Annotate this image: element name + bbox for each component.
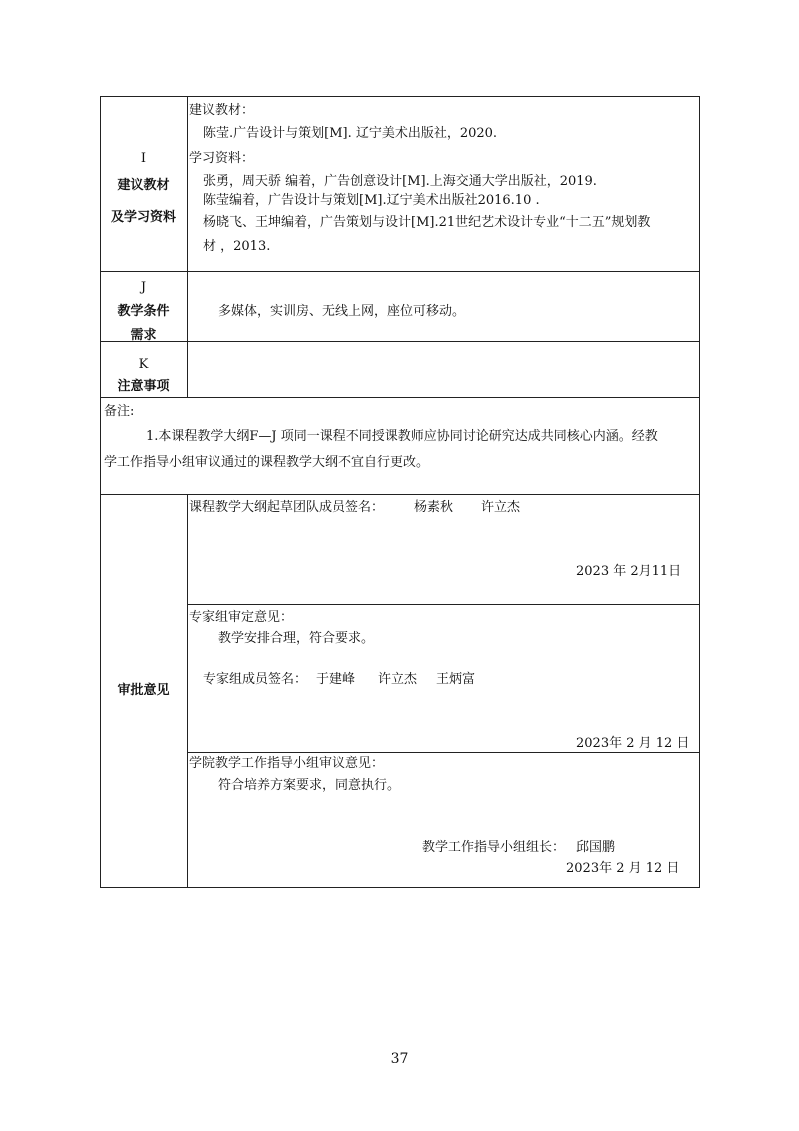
column-divider (187, 96, 188, 397)
drafting-signer: 许立杰 (481, 500, 521, 515)
page-number: 37 (390, 1051, 409, 1067)
expert-heading: 专家组审定意见： (189, 610, 294, 625)
drafting-signer: 杨素秋 (414, 500, 454, 515)
section-i-label-line1: 建议教材 (117, 178, 170, 193)
textbook-item: 陈莹.广告设计与策划[M]. 辽宁美术出版社，2020. (203, 126, 498, 141)
materials-item: 杨晓飞、王坤编着，广告策划与设计[M].21世纪艺术设计专业“十二五”规划教 (203, 215, 651, 230)
approval-divider (187, 604, 700, 605)
section-i-label-line2: 及学习资料 (110, 210, 176, 225)
section-k-letter: K (138, 357, 149, 372)
row-divider (100, 271, 700, 272)
row-divider (100, 341, 700, 342)
expert-signer: 许立杰 (378, 672, 418, 687)
drafting-heading: 课程教学大纲起草团队成员签名： (189, 500, 385, 515)
notes-line: 1.本课程教学大纲F—J 项同一课程不同授课教师应协同讨论研究达成共同核心内涵。经教 (146, 429, 658, 444)
expert-signature-label: 专家组成员签名： (203, 672, 308, 687)
section-j-label-line2: 需求 (130, 328, 157, 343)
row-divider (100, 494, 700, 495)
materials-item: 陈莹编着，广告设计与策划[M].辽宁美术出版社2016.10 . (203, 193, 540, 208)
section-j-letter: J (140, 280, 147, 295)
column-divider (187, 494, 188, 888)
materials-heading: 学习资料： (189, 151, 255, 166)
materials-item: 材 ，2013. (203, 239, 271, 254)
drafting-date: 2023 年 2月11日 (576, 564, 682, 579)
college-heading: 学院教学工作指导小组审议意见： (189, 756, 385, 771)
college-date: 2023年 2 月 12 日 (566, 861, 680, 876)
notes-line: 学工作指导小组审议通过的课程教学大纲不宜自行更改。 (104, 455, 430, 470)
approval-divider (187, 752, 700, 753)
materials-item: 张勇，周天骄 编着，广告创意设计[M].上海交通大学出版社，2019. (203, 174, 597, 189)
section-i-letter: I (140, 151, 147, 166)
college-signature-label: 教学工作指导小组组长： (422, 840, 566, 855)
approval-label: 审批意见 (117, 683, 170, 698)
expert-date: 2023年 2 月 12 日 (576, 736, 690, 751)
expert-signer: 于建峰 (316, 672, 356, 687)
notes-heading: 备注: (104, 404, 135, 419)
expert-opinion: 教学安排合理，符合要求。 (218, 631, 375, 646)
textbook-heading: 建议教材： (189, 103, 255, 118)
expert-signer: 王炳富 (436, 672, 476, 687)
college-opinion: 符合培养方案要求，同意执行。 (218, 778, 401, 793)
teaching-conditions: 多媒体，实训房、无线上网，座位可移动。 (218, 304, 466, 319)
row-divider (100, 397, 700, 398)
section-k-label-line1: 注意事项 (117, 379, 170, 394)
college-signer: 邱国鹏 (576, 840, 616, 855)
section-j-label-line1: 教学条件 (117, 304, 170, 319)
